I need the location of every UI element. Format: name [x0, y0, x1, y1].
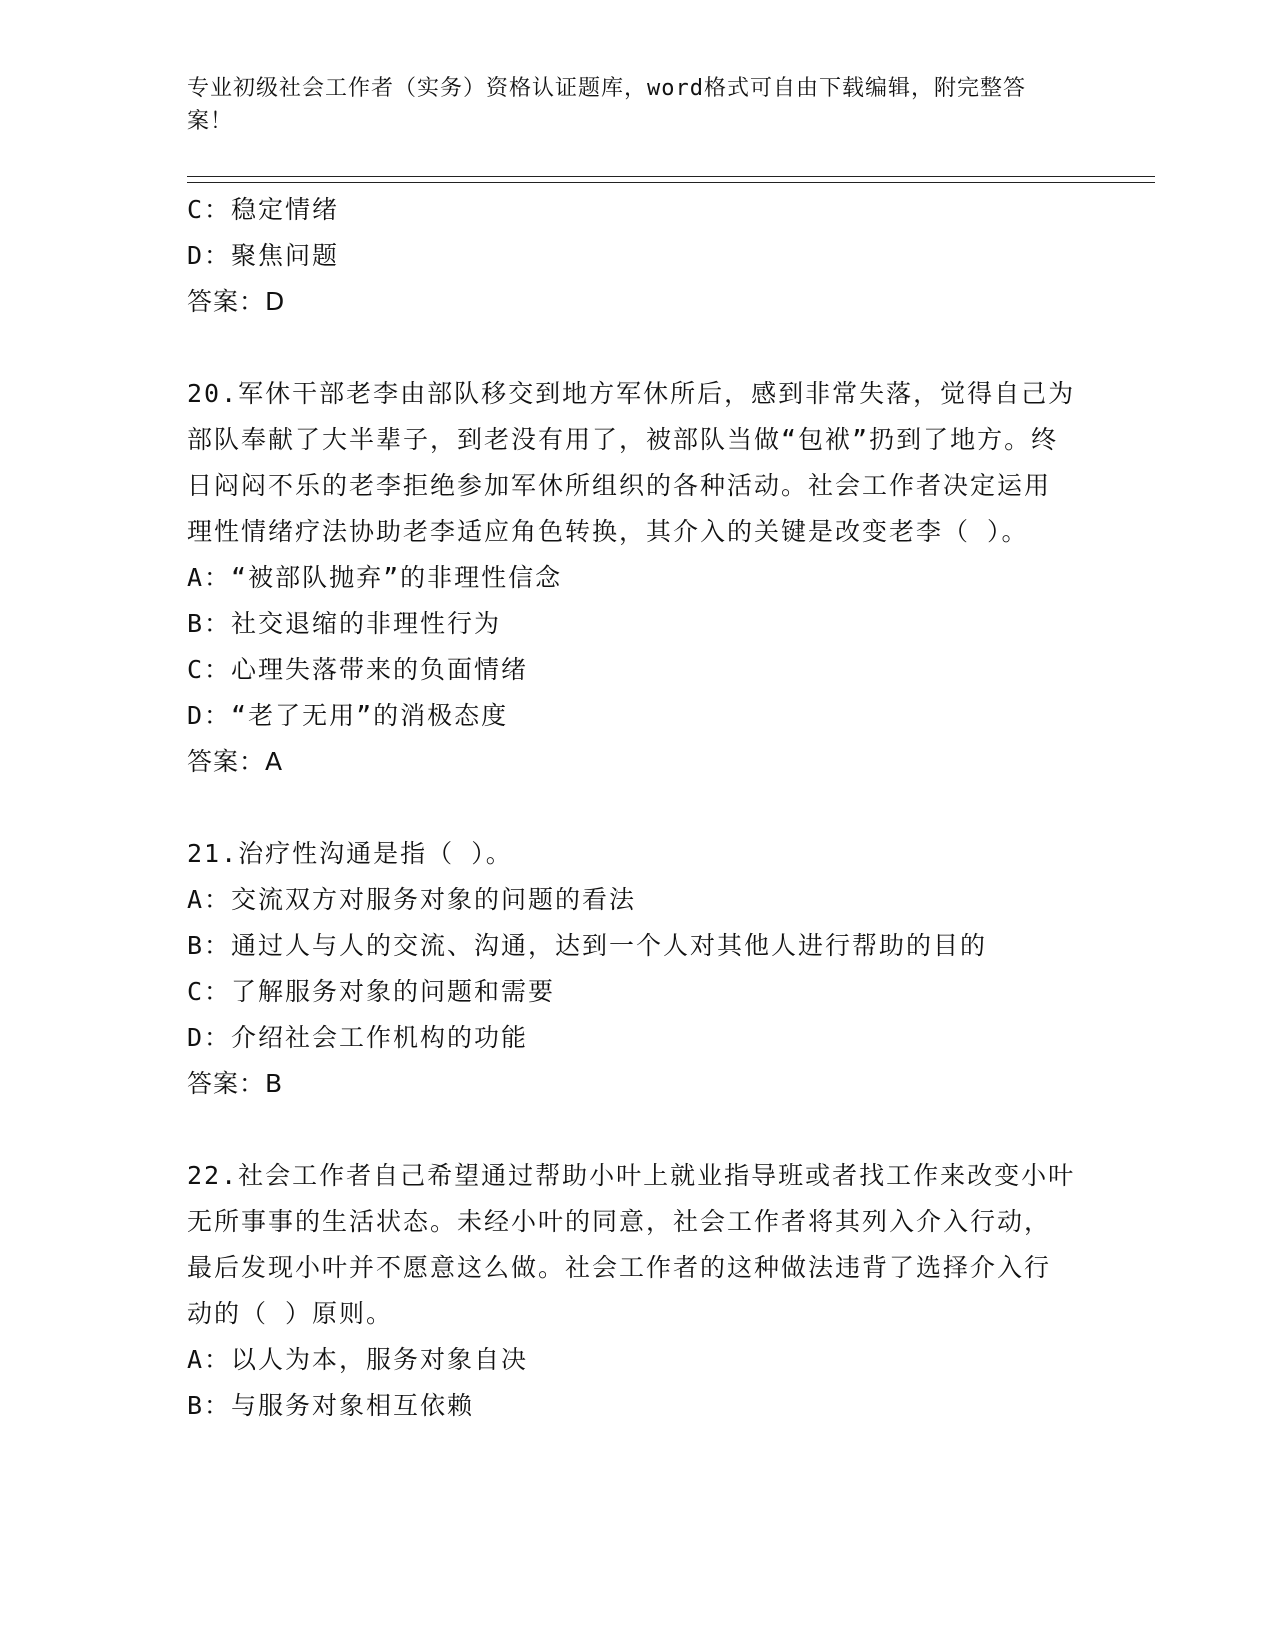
question-20: [187, 371, 1087, 785]
option-d: D：聚焦问题: [187, 241, 340, 270]
prev-question-tail: [187, 187, 1087, 325]
question-22: [187, 1153, 1087, 1429]
option-a: A：交流双方对服务对象的问题的看法: [187, 885, 637, 914]
option-b: B：通过人与人的交流、沟通，达到一个人对其他人进行帮助的目的: [187, 931, 988, 960]
option-a: A：“被部队抛弃”的非理性信念: [187, 563, 563, 592]
option-c: C：了解服务对象的问题和需要: [187, 977, 556, 1006]
question-stem: 21.治疗性沟通是指（ ）。: [187, 839, 513, 868]
option-b: B：与服务对象相互依赖: [187, 1391, 475, 1420]
page-header: 专业初级社会工作者（实务）资格认证题库，word格式可自由下载编辑，附完整答案！: [187, 76, 1026, 134]
option-a: A：以人为本，服务对象自决: [187, 1345, 529, 1374]
spacer: [187, 325, 1087, 371]
spacer: [187, 1107, 1087, 1153]
answer-label: 答案：D: [187, 287, 286, 316]
option-d: D：介绍社会工作机构的功能: [187, 1023, 529, 1052]
question-21: [187, 831, 1087, 1107]
header-rule-top: [187, 176, 1155, 177]
document-body: [187, 187, 1087, 1429]
answer-label: 答案：A: [187, 747, 284, 776]
answer-label: 答案：B: [187, 1069, 284, 1098]
header-rule-bottom: [187, 182, 1155, 183]
option-c: C：心理失落带来的负面情绪: [187, 655, 529, 684]
option-b: B：社交退缩的非理性行为: [187, 609, 502, 638]
spacer: [187, 785, 1087, 831]
option-c: C：稳定情绪: [187, 195, 340, 224]
option-d: D：“老了无用”的消极态度: [187, 701, 509, 730]
question-stem: 22.社会工作者自己希望通过帮助小叶上就业指导班或者找工作来改变小叶无所事事的生活状态。未经小叶的同意，社会工作者将其列入介入行动，最后发现小叶并不愿意这么做。社会工作者的这种做法违背了选择介入行动的（ ）原则。: [187, 1161, 1076, 1328]
question-stem: 20.军休干部老李由部队移交到地方军休所后，感到非常失落，觉得自己为部队奉献了大半辈子，到老没有用了，被部队当做“包袱”扔到了地方。终日闷闷不乐的老李拒绝参加军休所组织的各种活动。社会工作者决定运用理性情绪疗法协助老李适应角色转换，其介入的关键是改变老李（ ）。: [187, 379, 1076, 546]
